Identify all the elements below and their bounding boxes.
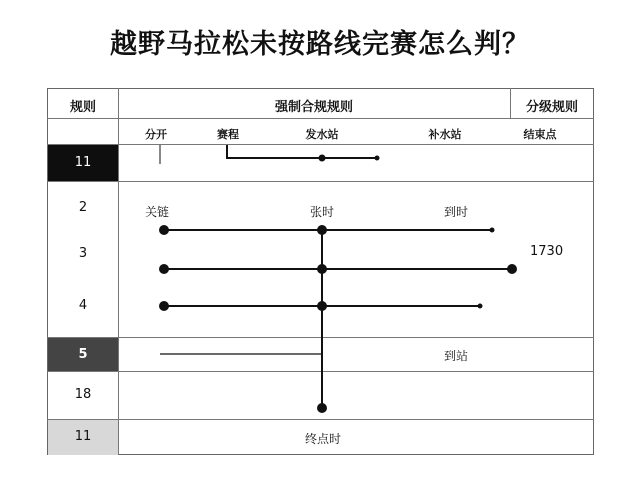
subheader-finish-point: 结束点	[523, 128, 557, 141]
subheader-split: 分开	[145, 128, 167, 141]
header-rule: 规则	[69, 100, 96, 115]
subheader-water-station: 发水站	[305, 128, 339, 141]
course-node	[319, 155, 326, 162]
start-label: 关链	[145, 205, 170, 219]
middle-label: 张时	[310, 205, 335, 219]
page-title: 越野马拉松未按路线完赛怎么判？	[110, 29, 530, 60]
course-line	[227, 145, 377, 158]
row-label: 18	[74, 387, 92, 402]
row5-label: 到站	[444, 349, 469, 363]
value-label: 1730	[530, 244, 564, 259]
bottom-label: 终点时	[305, 432, 342, 446]
end-node	[507, 264, 517, 274]
row-label: 11	[74, 429, 92, 444]
course-end-node	[375, 156, 380, 161]
junction-node	[317, 225, 327, 235]
end-node	[490, 228, 495, 233]
start-node	[159, 225, 169, 235]
subheader-refill-station: 补水站	[428, 128, 462, 141]
row-label: 4	[78, 298, 88, 313]
row-label: 3	[78, 246, 88, 261]
row-label: 2	[78, 200, 88, 215]
subheader-course: 赛程	[217, 128, 239, 141]
junction-node	[317, 264, 327, 274]
header-grading: 分级规则	[525, 100, 578, 115]
junction-node	[317, 301, 327, 311]
start-node	[159, 301, 169, 311]
start-node	[159, 264, 169, 274]
end-node	[478, 304, 483, 309]
header-compliance: 强制合规规则	[274, 100, 353, 115]
row-label: 5	[78, 347, 88, 362]
end-label: 到时	[444, 205, 469, 219]
row-label: 11	[74, 155, 92, 170]
bottom-node	[317, 403, 327, 413]
